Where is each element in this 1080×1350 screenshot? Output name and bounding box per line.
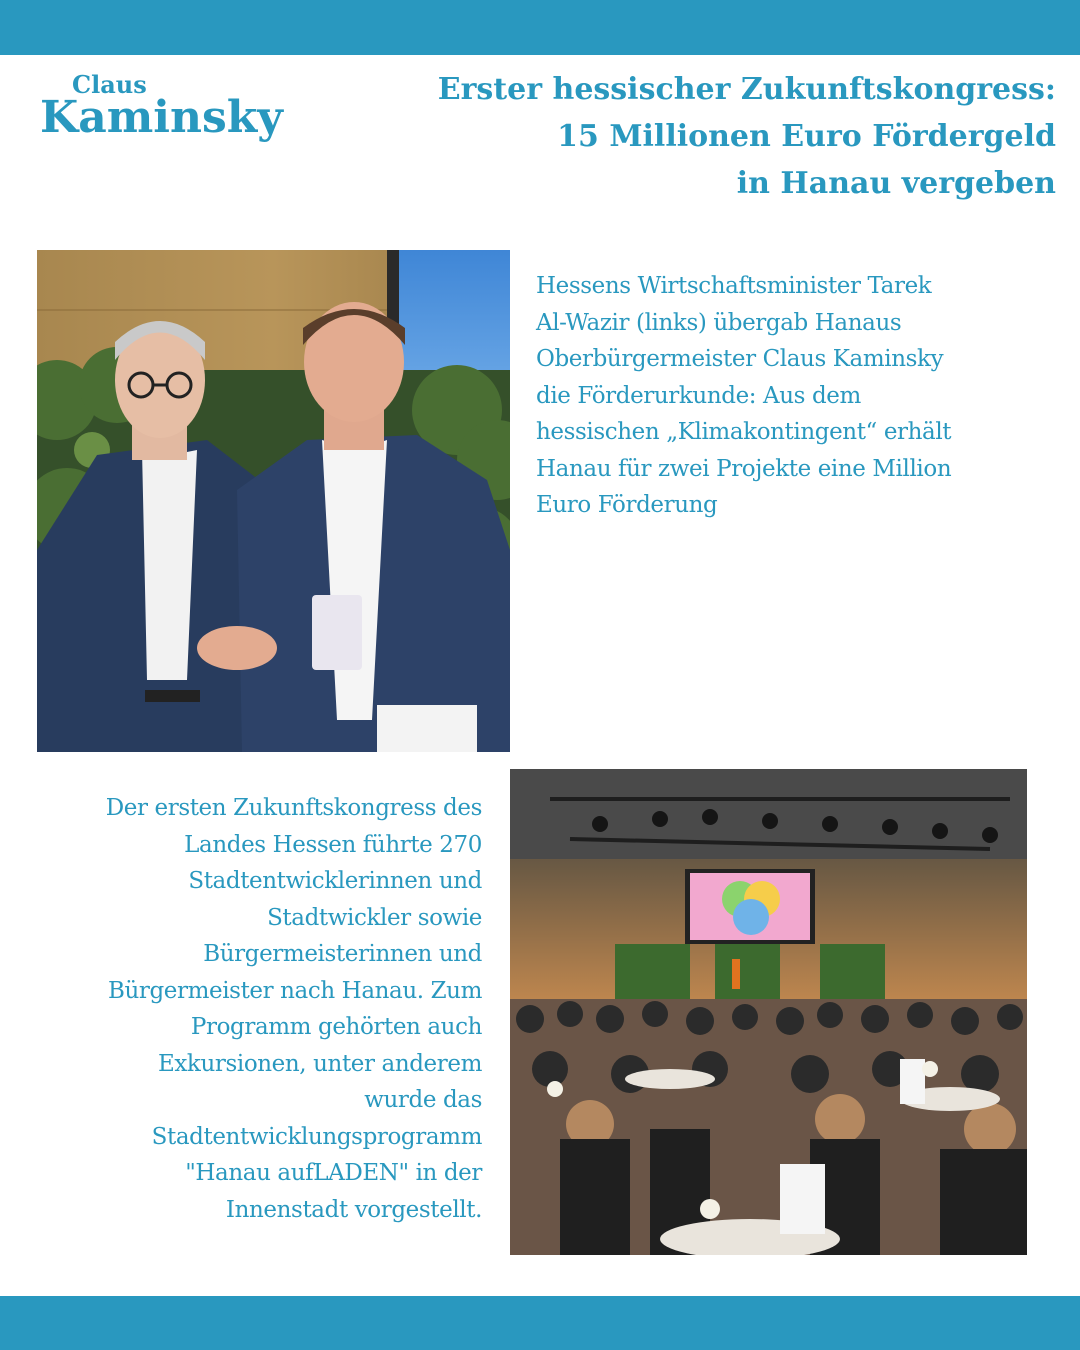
caption-line: Al-Wazir (links) übergab Hanaus xyxy=(536,309,902,336)
caption-line: Stadtentwicklungsprogramm xyxy=(151,1123,482,1150)
caption-line: Stadtwickler sowie xyxy=(267,904,482,931)
caption-line: die Förderurkunde: Aus dem xyxy=(536,382,861,409)
bottom-banner xyxy=(0,1296,1080,1350)
caption-line: wurde das xyxy=(364,1087,482,1113)
logo-first-name: Claus xyxy=(72,70,147,99)
caption-line: Stadtentwicklerinnen und xyxy=(188,868,482,894)
caption-line: Oberbürgermeister Claus Kaminsky xyxy=(536,346,944,372)
caption-congress xyxy=(30,790,482,1228)
caption-line: Landes Hessen führte 270 xyxy=(184,831,482,858)
caption-line: Exkursionen, unter anderem xyxy=(157,1050,482,1077)
caption-line: Programm gehörten auch xyxy=(190,1014,482,1040)
headline xyxy=(376,66,1056,207)
caption-line: hessischen „Klimakontingent“ erhält xyxy=(536,419,952,445)
headline-line: Erster hessischer Zukunftskongress: xyxy=(437,72,1056,107)
headline-line: in Hanau vergeben xyxy=(736,166,1056,201)
logo-last-name: Kaminsky xyxy=(40,92,283,143)
top-banner xyxy=(0,0,1080,55)
caption-line: Der ersten Zukunftskongress des xyxy=(105,795,482,821)
caption-line: Hessens Wirtschaftsminister Tarek xyxy=(536,273,932,299)
caption-line: Hanau für zwei Projekte eine Million xyxy=(536,455,952,482)
caption-line: Innenstadt vorgestellt. xyxy=(225,1196,482,1223)
caption-line: "Hanau aufLADEN" in der xyxy=(185,1160,482,1186)
headline-line: 15 Millionen Euro Fördergeld xyxy=(557,119,1056,154)
conference-hall-photo xyxy=(510,769,1027,1255)
caption-line: Bürgermeisterinnen und xyxy=(203,941,482,967)
handshake-photo xyxy=(37,250,510,752)
caption-line: Bürgermeister nach Hanau. Zum xyxy=(107,977,482,1004)
caption-handover xyxy=(536,268,1056,524)
caption-line: Euro Förderung xyxy=(536,492,718,518)
